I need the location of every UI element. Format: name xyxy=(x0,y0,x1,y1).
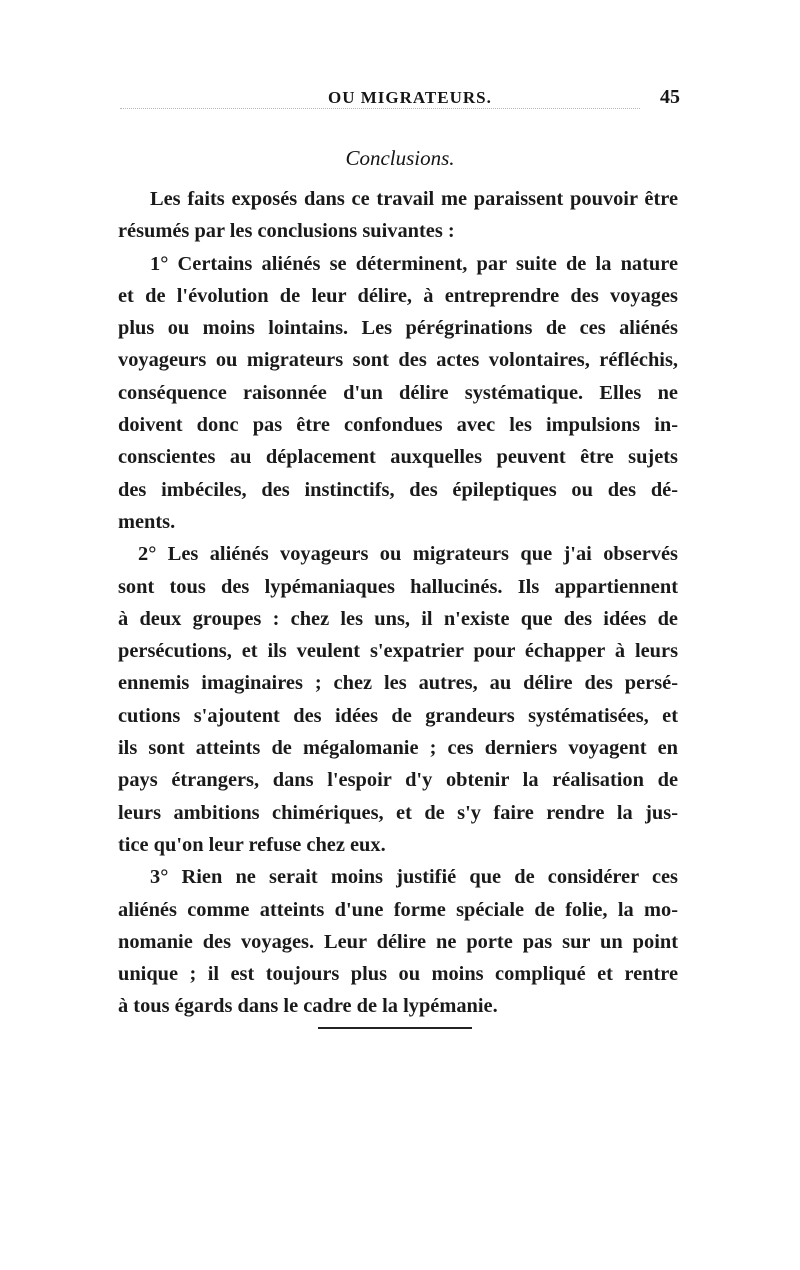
text-line: ennemis imaginaires ; chez les autres, au délire des persé- xyxy=(118,672,678,695)
text-line: des imbéciles, des instinctifs, des épileptiques ou des dé- xyxy=(118,478,678,501)
text-line: 1° Certains aliénés se déterminent, par suite de la nature xyxy=(150,252,678,275)
text-line: ments. xyxy=(118,510,176,533)
section-heading: Conclusions. xyxy=(345,146,455,170)
text-line: résumés par les conclusions suivantes : xyxy=(118,220,455,243)
page-number: 45 xyxy=(660,86,680,108)
text-line: unique ; il est toujours plus ou moins compliqué et rentre xyxy=(118,963,678,986)
text-line: ils sont atteints de mégalomanie ; ces derniers voyagent en xyxy=(118,737,678,760)
text-line: aliénés comme atteints d'une forme spéciale de folie, la mo- xyxy=(118,898,678,921)
running-head xyxy=(120,88,680,114)
text-line: sont tous des lypémaniaques hallucinés. Ils appartiennent xyxy=(118,575,678,598)
text-line: doivent donc pas être confondues avec les impulsions in- xyxy=(118,414,678,437)
text-line: 3° Rien ne serait moins justifié que de considérer ces xyxy=(150,866,678,889)
text-line: persécutions, et ils veulent s'expatrier pour échapper à leurs xyxy=(118,640,678,663)
text-line: pays étrangers, dans l'espoir d'y obtenir la réalisation de xyxy=(118,769,678,792)
closing-rule xyxy=(318,1027,472,1029)
text-line: conséquence raisonnée d'un délire systématique. Elles ne xyxy=(118,381,678,404)
text-line: et de l'évolution de leur délire, à entreprendre des voyages xyxy=(118,284,678,307)
running-head-title: OU MIGRATEURS. xyxy=(328,88,492,107)
text-line: plus ou moins lointains. Les pérégrinations de ces aliénés xyxy=(118,317,678,340)
text-line: voyageurs ou migrateurs sont des actes volontaires, réfléchis, xyxy=(118,349,678,372)
text-line: cutions s'ajoutent des idées de grandeurs systématisées, et xyxy=(118,704,678,727)
text-line: leurs ambitions chimériques, et de s'y faire rendre la jus- xyxy=(118,801,678,824)
text-line: 2° Les aliénés voyageurs ou migrateurs que j'ai observés xyxy=(138,543,678,566)
text-line: à deux groupes : chez les uns, il n'existe que des idées de xyxy=(118,607,678,630)
text-line: tice qu'on leur refuse chez eux. xyxy=(118,833,386,856)
text-line: conscientes au déplacement auxquelles peuvent être sujets xyxy=(118,446,678,469)
text-line: nomanie des voyages. Leur délire ne porte pas sur un point xyxy=(118,930,678,953)
text-line: à tous égards dans le cadre de la lypémanie. xyxy=(118,995,498,1018)
running-head-dotted-rule xyxy=(120,108,640,109)
body-text xyxy=(118,183,678,1023)
text-line: Les faits exposés dans ce travail me paraissent pouvoir être xyxy=(150,188,678,210)
